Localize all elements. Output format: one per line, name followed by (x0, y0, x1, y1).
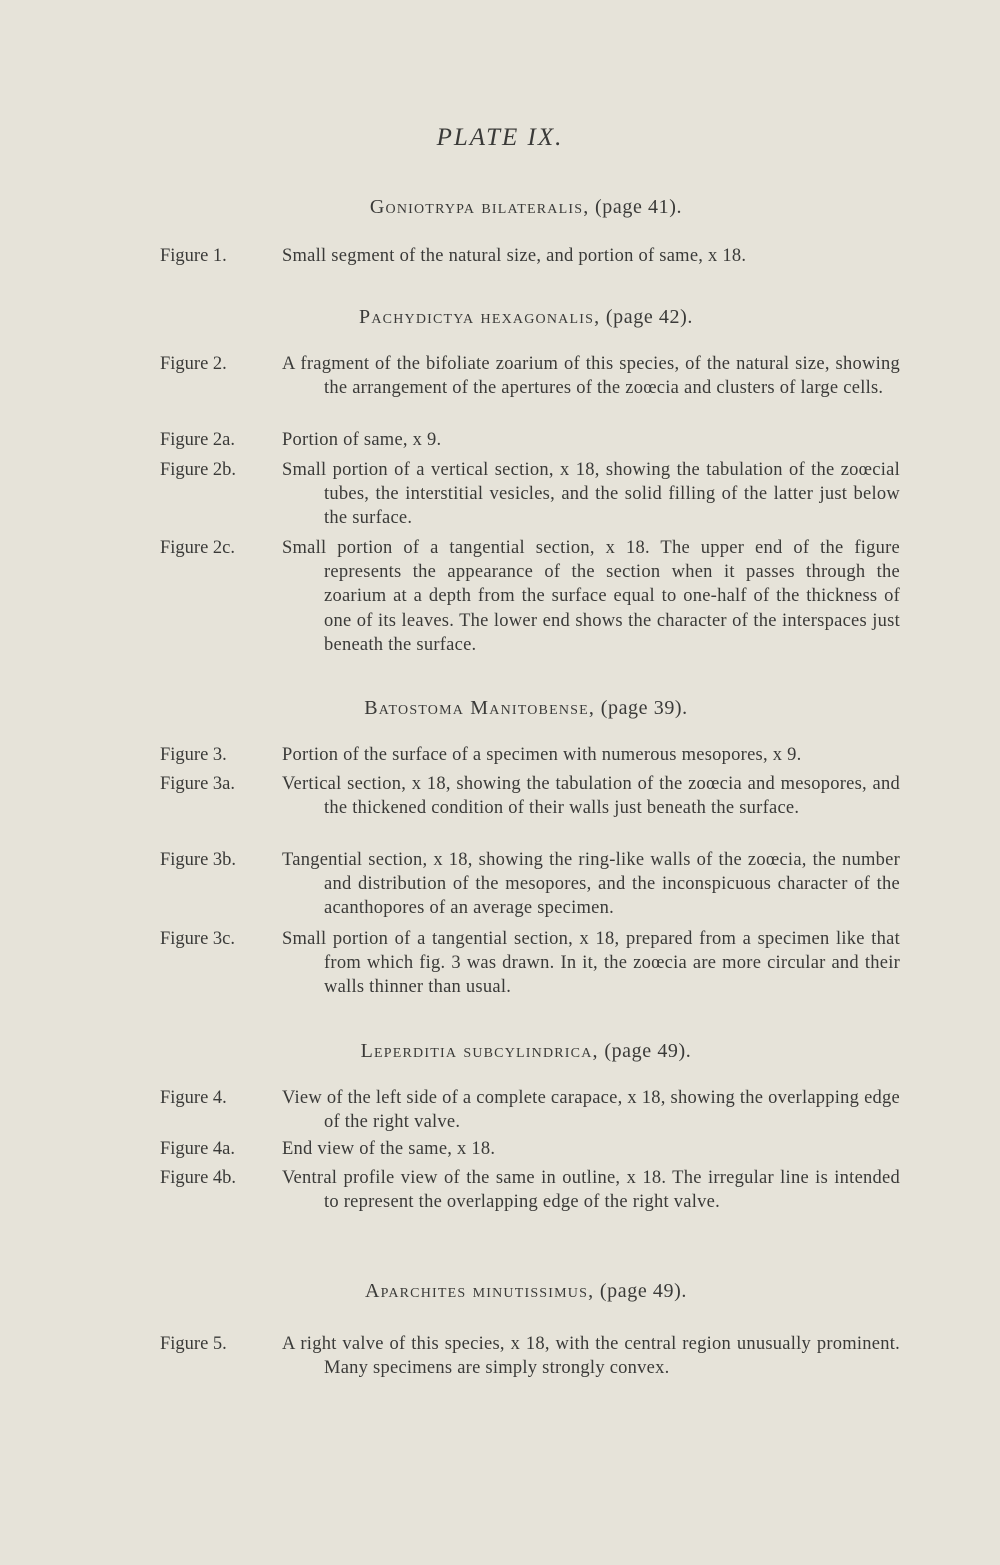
figure-description: Ventral profile view of the same in outline, x 18. The irregular line is intended to represent the overlapping edge of the right valve. (282, 1168, 900, 1213)
figure-entry (160, 743, 900, 767)
species-name: Aparchites minutissimus, (364, 1280, 595, 1302)
figure-label: Figure 1. (160, 246, 227, 266)
figure-entry (160, 1086, 900, 1134)
figure-label: Figure 2a. (160, 430, 236, 450)
page-reference: (page 42). (605, 306, 693, 328)
species-heading-aparchites (0, 1280, 1000, 1303)
figure-entry (160, 1166, 900, 1214)
species-name: Leperditia subcylindrica, (360, 1040, 599, 1062)
figure-description: Tangential section, x 18, showing the ring-like walls of the zoœcia, the number and distribution of the mesopores, and the inconspicuous character of the acanthopores of an average specimen. (282, 850, 900, 919)
figure-label: Figure 4a. (160, 1139, 236, 1159)
species-name: Goniotrypa bilateralis, (369, 196, 590, 218)
page-reference: (page 41). (595, 196, 683, 218)
figure-description: Vertical section, x 18, showing the tabulation of the zoœcia and mesopores, and the thickened condition of their walls just beneath the surface. (282, 774, 900, 819)
species-heading-goniotrypa (0, 196, 1000, 219)
figure-entry (160, 1137, 900, 1161)
figure-description: A right valve of this species, x 18, with the central region unusually prominent. Many specimens are simply strongly convex. (282, 1334, 900, 1379)
figure-entry (160, 458, 900, 531)
figure-label: Figure 3a. (160, 774, 236, 794)
figure-label: Figure 3. (160, 745, 227, 765)
figure-label: Figure 3b. (160, 850, 237, 870)
figure-description: End view of the same, x 18. (282, 1139, 496, 1159)
figure-description: View of the left side of a complete carapace, x 18, showing the overlapping edge of the right valve. (282, 1088, 900, 1133)
species-heading-leperditia (0, 1040, 1000, 1063)
page-reference: (page 49). (604, 1040, 692, 1062)
species-name: Pachydictya hexagonalis, (359, 306, 601, 328)
figure-label: Figure 2b. (160, 460, 237, 480)
figure-label: Figure 2c. (160, 538, 236, 558)
figure-entry (160, 772, 900, 820)
species-name: Batostoma Manitobense, (364, 697, 596, 719)
plate-title: PLATE IX. (436, 124, 564, 151)
figure-description: Portion of same, x 9. (282, 430, 442, 450)
figure-label: Figure 2. (160, 354, 227, 374)
figure-entry (160, 1332, 900, 1380)
figure-entry (160, 428, 900, 452)
figure-description: A fragment of the bifoliate zoarium of this species, of the natural size, showing the arrangement of the apertures of the zoœcia and clusters of large cells. (282, 354, 900, 399)
figure-description: Small portion of a tangential section, x 18. The upper end of the figure represents the appearance of the section when it passes through the zoarium at a depth from the surface equal to one-half of the thickness of one of its leaves. The lower end shows the character of the interspaces just beneath the surface. (282, 538, 900, 655)
figure-entry (160, 352, 900, 400)
figure-entry (160, 848, 900, 921)
figure-label: Figure 5. (160, 1334, 227, 1354)
page-reference: (page 49). (599, 1280, 687, 1302)
figure-label: Figure 4. (160, 1088, 227, 1108)
species-heading-pachydictya (0, 306, 1000, 329)
figure-label: Figure 3c. (160, 929, 236, 949)
figure-entry (160, 244, 900, 268)
species-heading-batostoma (0, 697, 1000, 720)
figure-description: Small portion of a vertical section, x 18, showing the tabulation of the zoœcial tubes, the interstitial vesicles, and the solid filling of the latter just below the surface. (282, 460, 900, 529)
figure-entry (160, 927, 900, 1000)
figure-description: Small segment of the natural size, and portion of same, x 18. (282, 246, 747, 266)
figure-description: Small portion of a tangential section, x 18, prepared from a specimen like that from which fig. 3 was drawn. In it, the zoœcia are more circular and their walls thinner than usual. (282, 929, 900, 998)
figure-label: Figure 4b. (160, 1168, 237, 1188)
figure-description: Portion of the surface of a specimen with numerous mesopores, x 9. (282, 745, 802, 765)
figure-entry (160, 536, 900, 657)
page-reference: (page 39). (600, 697, 688, 719)
